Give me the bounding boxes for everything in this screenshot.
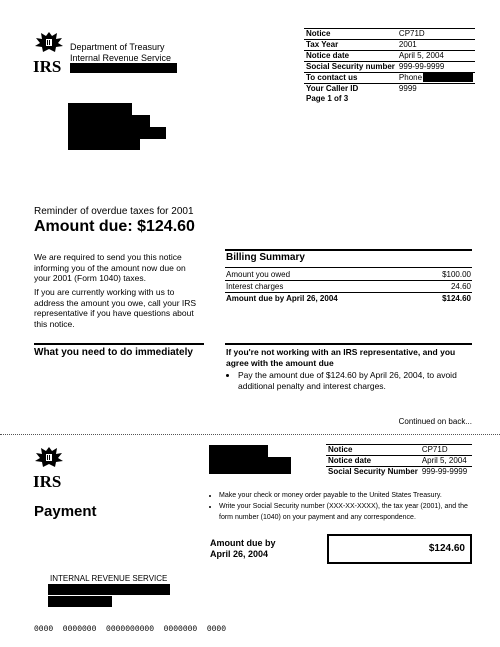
todo-bullet-item: • Pay the amount due of $124.60 by April 26, 2004, to avoid additional penalty and interest charges. <box>238 370 472 392</box>
redacted-recipient-3 <box>68 127 166 139</box>
caller-id-row: Your Caller ID 9999 <box>306 84 417 93</box>
stub-instruction-item: • Write your Social Security number (XXX-XX-XXXX), the tax year (2001), and the form number (1040) on your payment and any correspondence. <box>219 501 475 523</box>
scanline: 0000 0000000 0000000000 0000000 0000 <box>34 625 227 634</box>
redacted-phone <box>423 73 473 82</box>
stub-irs-logo <box>33 445 67 489</box>
page-indicator: Page 1 of 3 <box>306 94 349 103</box>
mailing-address-line: INTERNAL REVENUE SERVICE <box>50 574 168 583</box>
amount-enclosed-box[interactable] <box>327 534 472 564</box>
service-line: Internal Revenue Service <box>70 53 172 63</box>
stub-amount-label-1: Amount due by <box>210 538 276 548</box>
notice-date-row: Notice date April 5, 2004 <box>304 51 475 62</box>
todo-title: What you need to do immediately <box>34 347 193 358</box>
redacted-mailing-1 <box>48 584 170 595</box>
reminder-subtitle: Reminder of overdue taxes for 2001 <box>34 206 194 217</box>
billing-top-rule <box>225 249 472 251</box>
notice-row: Notice CP71D <box>304 29 475 40</box>
todo-right-heading: If you're not working with an IRS representative, and you agree with the amount due <box>226 347 456 368</box>
body-paragraph-1: We are required to send you this notice informing you of the amount now due on your 2001 (Form 1040) taxes. <box>34 252 186 283</box>
billing-title-rule <box>225 267 472 268</box>
redacted-recipient-1 <box>68 103 132 115</box>
irs-logo-text: IRS <box>33 57 62 76</box>
amount-due-heading: Amount due: $124.60 <box>34 218 195 235</box>
stub-ssn-row: Social Security Number 999-99-9999 <box>328 467 468 476</box>
irs-logo <box>33 30 67 76</box>
notice-info-box <box>304 28 472 104</box>
billing-row-total: Amount due by April 26, 2004 $124.60 <box>226 294 471 303</box>
redacted-stub-1 <box>209 445 268 457</box>
body-paragraph-2: If you are currently working with us to address the amount you owe, call your IRS representative if you have questions about this notice. <box>34 287 197 329</box>
contact-row: To contact us Phone <box>304 73 475 84</box>
redacted-recipient-4 <box>68 139 140 150</box>
payment-title: Payment <box>34 503 97 520</box>
billing-row-interest: Interest charges 24.60 <box>226 282 471 291</box>
ssn-row: Social Security number 999-99-9999 <box>304 62 475 73</box>
todo-bullet-list <box>226 370 472 392</box>
stub-amount-value: $124.60 <box>428 543 465 554</box>
perforation-line <box>0 434 500 435</box>
department-line: Department of Treasury <box>70 42 165 52</box>
redacted-mailing-2 <box>48 596 112 607</box>
irs-logo-text: IRS <box>33 472 62 491</box>
todo-left-rule <box>34 343 204 345</box>
tax-year-row: Tax Year 2001 <box>304 40 475 51</box>
redacted-recipient-2 <box>68 115 150 127</box>
redacted-stub-2 <box>209 457 291 465</box>
continued-on-back: Continued on back... <box>398 417 472 426</box>
stub-instructions <box>207 490 475 523</box>
stub-instruction-item: • Make your check or money order payable to the United States Treasury. <box>219 490 475 501</box>
stub-notice-date-row: Notice date April 5, 2004 <box>326 456 472 467</box>
stub-notice-row: Notice CP71D <box>326 445 472 456</box>
stub-amount-label-2: April 26, 2004 <box>210 549 269 559</box>
redacted-stub-3 <box>209 465 291 474</box>
billing-summary-title: Billing Summary <box>226 252 305 263</box>
redacted-address <box>70 63 177 73</box>
todo-right-rule <box>225 343 472 345</box>
irs-eagle-icon <box>33 30 65 54</box>
irs-eagle-icon <box>33 445 65 469</box>
billing-row-owed: Amount you owed $100.00 <box>226 270 471 279</box>
stub-notice-box <box>326 444 472 477</box>
